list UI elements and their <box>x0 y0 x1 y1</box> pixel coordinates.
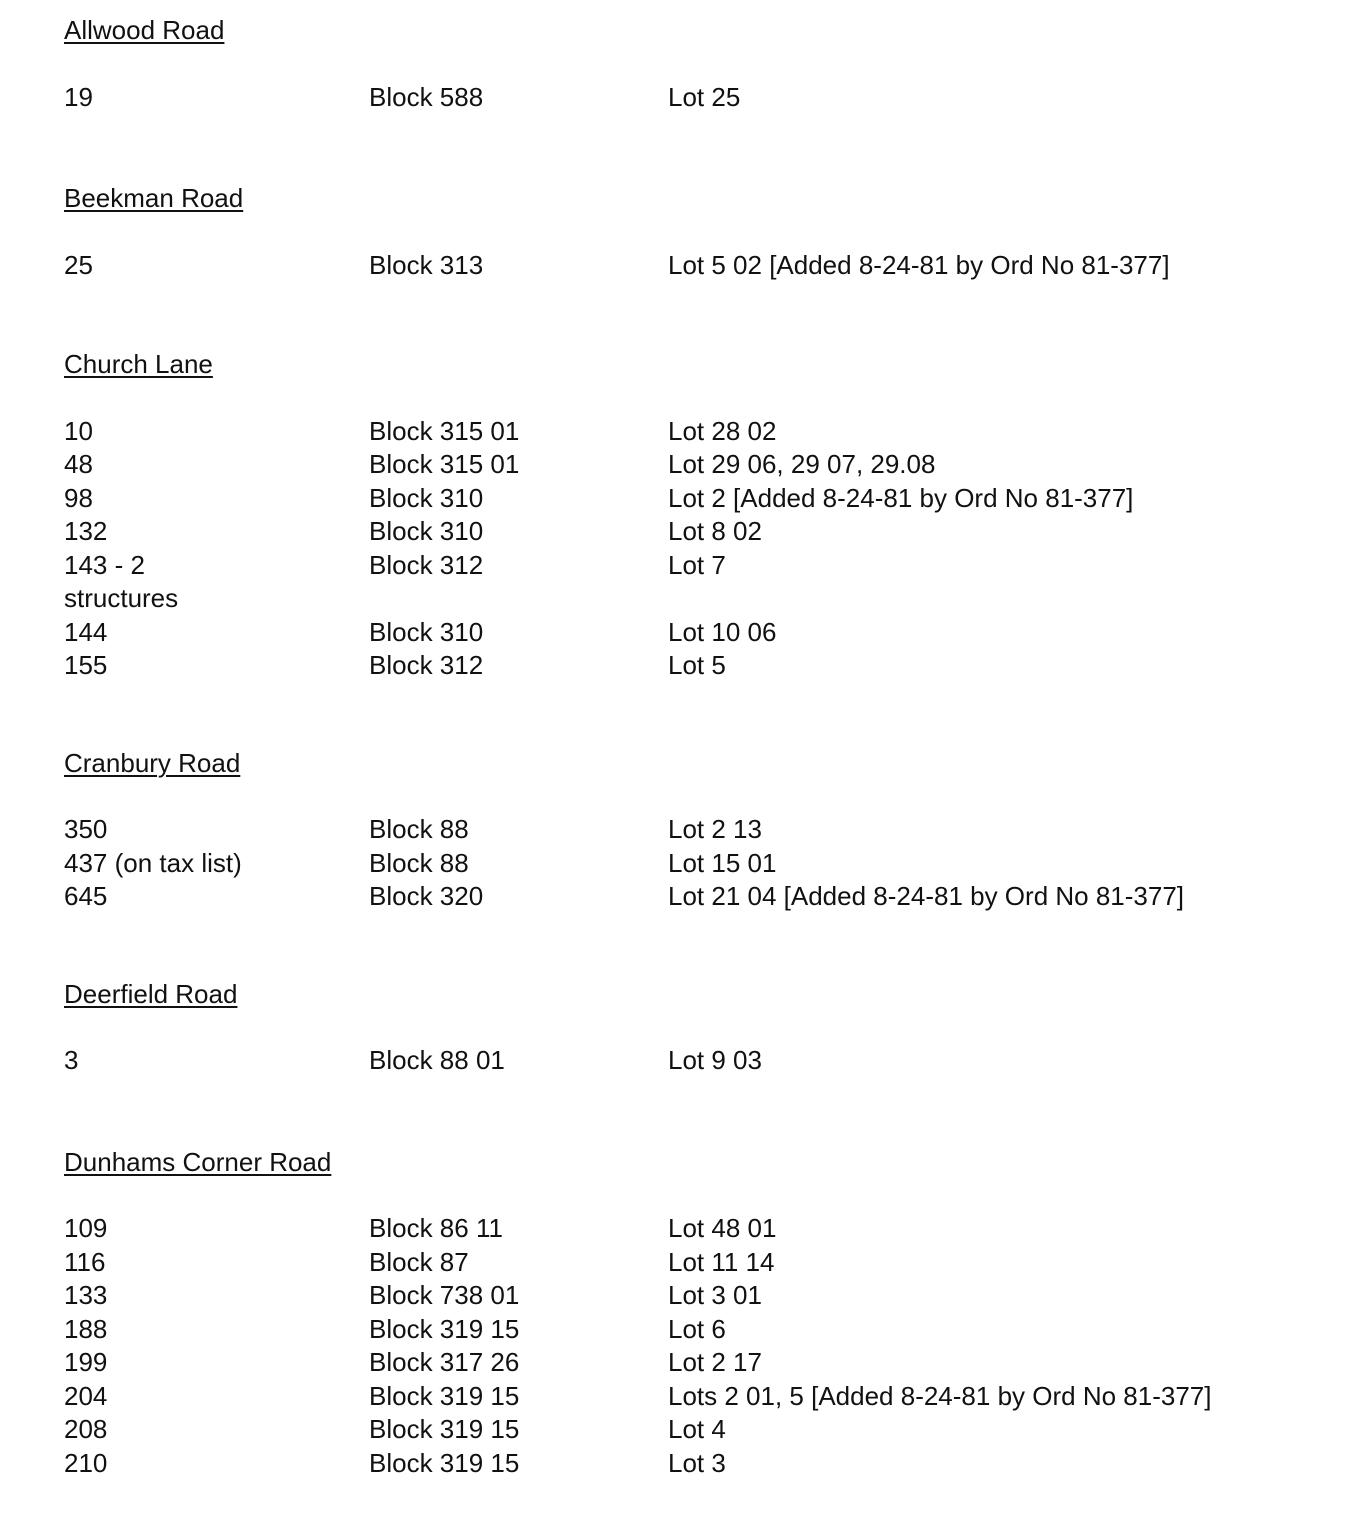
house-number: 350 <box>64 814 108 844</box>
lot-number: Lot 25 <box>668 81 741 112</box>
house-number: 188 <box>64 1313 108 1344</box>
list-item <box>64 415 1314 449</box>
house-number: 98 <box>64 482 93 513</box>
block-number: Block 310 <box>369 482 484 513</box>
block-number: Block 315 01 <box>369 449 520 479</box>
block-number: Block 87 <box>369 1246 469 1277</box>
house-number: 143 - 2 structures <box>64 549 179 613</box>
lot-number: Lot 7 <box>668 549 726 580</box>
lot-number: Lot 10 06 <box>668 616 777 647</box>
section-title: Cranbury Road <box>64 747 241 778</box>
list-item <box>64 649 1314 683</box>
lot-number: Lot 5 02 [Added 8-24-81 by Ord No 81-377] <box>668 249 1170 280</box>
list-item <box>64 847 1314 881</box>
section-title: Beekman Road <box>64 183 244 213</box>
document-page <box>64 14 1314 1480</box>
list-item <box>64 249 1314 283</box>
section-title: Deerfield Road <box>64 978 238 1009</box>
block-number: Block 88 <box>369 814 469 844</box>
lot-number: Lot 2 17 <box>668 1347 762 1377</box>
block-number: Block 319 15 <box>369 1380 520 1411</box>
block-number: Block 738 01 <box>369 1280 520 1310</box>
list-item <box>64 81 1314 115</box>
house-number: 48 <box>64 449 93 479</box>
block-number: Block 313 <box>369 249 484 280</box>
house-number: 116 <box>64 1246 106 1277</box>
house-number: 25 <box>64 249 93 280</box>
lot-number: Lot 28 02 <box>668 415 777 446</box>
house-number: 144 <box>64 616 108 647</box>
house-number: 3 <box>64 1045 79 1075</box>
lot-number: Lot 2 [Added 8-24-81 by Ord No 81-377] <box>668 482 1134 513</box>
lot-number: Lot 5 <box>668 650 726 680</box>
house-number: 10 <box>64 415 93 446</box>
block-number: Block 310 <box>369 616 484 647</box>
section-gap <box>64 282 1314 348</box>
lot-number: Lot 48 01 <box>668 1213 777 1243</box>
house-number: 132 <box>64 516 108 546</box>
list-item <box>64 1313 1314 1347</box>
section-rows <box>64 813 1314 914</box>
list-item <box>64 1246 1314 1280</box>
section-rows <box>64 1044 1314 1078</box>
house-number: 645 <box>64 881 108 911</box>
list-item <box>64 482 1314 516</box>
section-gap <box>64 1078 1314 1146</box>
section-gap <box>64 683 1314 747</box>
section-rows <box>64 415 1314 683</box>
section-church-lane <box>64 348 1314 683</box>
house-number: 437 (on tax list) <box>64 847 242 878</box>
block-number: Block 319 15 <box>369 1313 520 1344</box>
block-number: Block 88 <box>369 847 469 878</box>
section-gap <box>64 914 1314 978</box>
house-number: 133 <box>64 1280 108 1310</box>
house-number: 210 <box>64 1447 108 1478</box>
house-number: 208 <box>64 1414 108 1444</box>
lot-number: Lot 8 02 <box>668 516 762 546</box>
house-number: 19 <box>64 81 93 112</box>
lot-number: Lots 2 01, 5 [Added 8-24-81 by Ord No 81-377] <box>668 1380 1212 1411</box>
section-beekman-road <box>64 182 1314 282</box>
section-deerfield-road <box>64 978 1314 1078</box>
lot-number: Lot 3 <box>668 1447 726 1478</box>
block-number: Block 319 15 <box>369 1447 520 1478</box>
block-number: Block 312 <box>369 650 484 680</box>
lot-number: Lot 11 14 <box>668 1246 775 1277</box>
list-item <box>64 1413 1314 1447</box>
list-item <box>64 616 1314 650</box>
section-title: Allwood Road <box>64 15 225 45</box>
list-item <box>64 1279 1314 1313</box>
list-item <box>64 813 1314 847</box>
section-cranbury-road <box>64 747 1314 914</box>
list-item <box>64 1044 1314 1078</box>
section-title: Church Lane <box>64 349 213 379</box>
list-item <box>64 1346 1314 1380</box>
lot-number: Lot 2 13 <box>668 814 762 844</box>
section-rows <box>64 249 1314 283</box>
list-item <box>64 1212 1314 1246</box>
block-number: Block 86 11 <box>369 1213 503 1243</box>
section-title: Dunhams Corner Road <box>64 1146 332 1177</box>
house-number: 109 <box>64 1213 108 1243</box>
lot-number: Lot 21 04 [Added 8-24-81 by Ord No 81-377] <box>668 881 1185 911</box>
lot-number: Lot 9 03 <box>668 1045 762 1075</box>
block-number: Block 588 <box>369 81 484 112</box>
block-number: Block 310 <box>369 516 484 546</box>
list-item <box>64 1380 1314 1414</box>
block-number: Block 88 01 <box>369 1045 505 1075</box>
house-number: 199 <box>64 1347 108 1377</box>
section-rows <box>64 1212 1314 1480</box>
block-number: Block 320 <box>369 881 484 911</box>
list-item <box>64 549 1314 616</box>
section-rows <box>64 81 1314 115</box>
section-gap <box>64 114 1314 182</box>
block-number: Block 315 01 <box>369 415 520 446</box>
house-number: 155 <box>64 650 108 680</box>
list-item <box>64 880 1314 914</box>
block-number: Block 312 <box>369 549 484 580</box>
section-dunhams-corner-road <box>64 1146 1314 1481</box>
list-item <box>64 448 1314 482</box>
block-number: Block 319 15 <box>369 1414 520 1444</box>
lot-number: Lot 15 01 <box>668 847 777 878</box>
block-number: Block 317 26 <box>369 1347 520 1377</box>
list-item <box>64 515 1314 549</box>
house-number: 204 <box>64 1380 108 1411</box>
section-allwood-road <box>64 14 1314 114</box>
list-item <box>64 1447 1314 1481</box>
lot-number: Lot 6 <box>668 1313 726 1344</box>
lot-number: Lot 29 06, 29 07, 29.08 <box>668 449 936 479</box>
lot-number: Lot 3 01 <box>668 1280 762 1310</box>
lot-number: Lot 4 <box>668 1414 726 1444</box>
